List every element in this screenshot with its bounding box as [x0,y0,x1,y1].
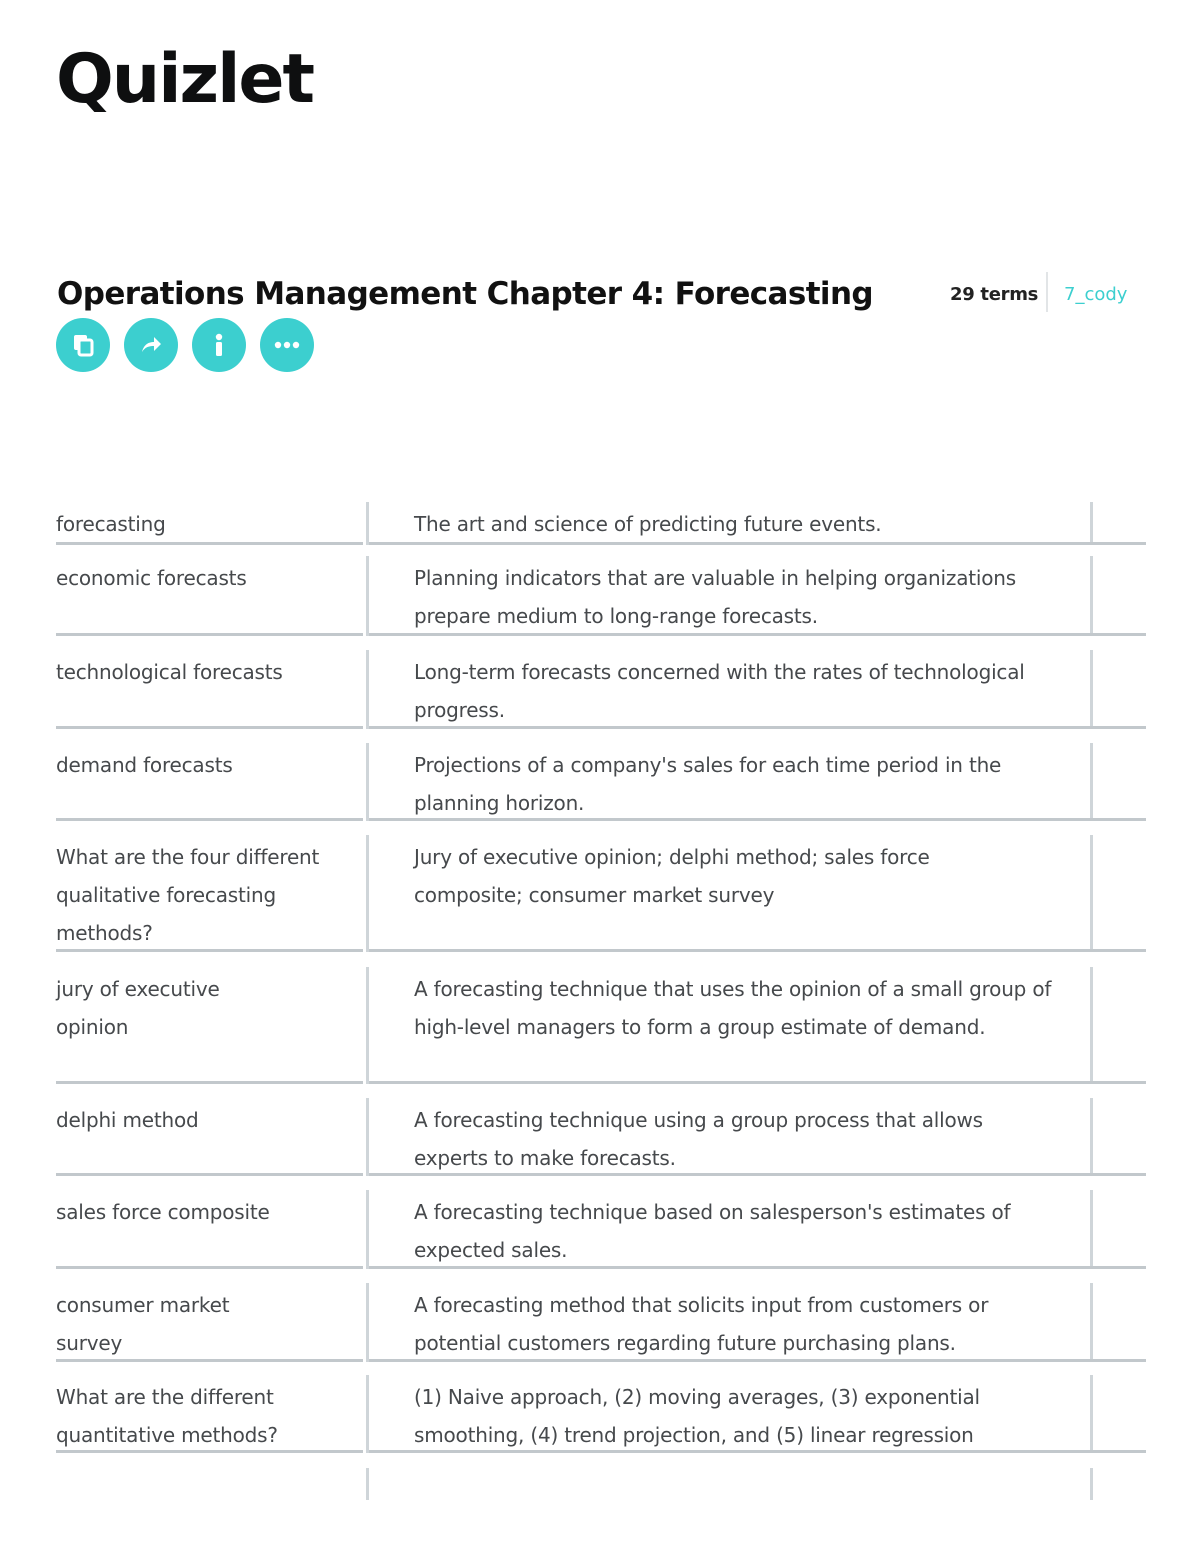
row-divider [369,633,1146,636]
column-divider [1090,502,1093,545]
row-divider [369,1081,1146,1084]
column-divider [1090,1375,1093,1453]
card-list [56,502,1146,545]
card-definition: The art and science of predicting future events. [414,512,882,536]
column-divider [366,556,369,636]
card-term: jury of executive opinion [56,977,220,1039]
row-divider [56,633,363,636]
column-divider [366,1098,369,1176]
row-divider [56,949,363,952]
card-definition: Jury of executive opinion; delphi method; sales force composite; consumer market survey [414,845,930,907]
row-divider [56,1081,363,1084]
card-term: delphi method [56,1108,199,1132]
column-divider [366,650,369,729]
copy-button[interactable] [56,318,110,372]
more-button[interactable] [260,318,314,372]
card-definition: Planning indicators that are valuable in helping organizations prepare medium to long-range forecasts. [414,566,1016,628]
column-divider [366,835,369,952]
card-term: demand forecasts [56,753,233,777]
card-term: What are the four different qualitative forecasting methods? [56,845,320,945]
column-divider [366,502,369,545]
card-definition: A forecasting technique using a group process that allows experts to make forecasts. [414,1108,983,1170]
row-divider [369,1359,1146,1362]
card-definition: Long-term forecasts concerned with the rates of technological progress. [414,660,1025,722]
card-definition: A forecasting technique based on salesperson's estimates of expected sales. [414,1200,1011,1262]
column-divider [366,1190,369,1269]
more-icon [273,340,301,350]
row-divider [56,542,363,545]
row-divider [369,726,1146,729]
card-row [56,502,1146,545]
column-divider [366,743,369,821]
column-divider [366,1283,369,1362]
row-divider [369,818,1146,821]
column-divider [1090,967,1093,1084]
card-definition: A forecasting technique that uses the opinion of a small group of high-level managers to form a group estimate of demand. [414,977,1052,1039]
card-term: forecasting [56,512,166,536]
row-divider [369,542,1146,545]
row-divider [56,726,363,729]
author-link[interactable]: 7_cody [1064,284,1128,305]
row-divider [56,1450,363,1453]
column-divider [366,967,369,1084]
column-divider [1090,743,1093,821]
row-divider [56,1359,363,1362]
row-divider [369,1450,1146,1453]
info-button[interactable] [192,318,246,372]
share-button[interactable] [124,318,178,372]
quizlet-logo[interactable]: Quizlet [56,40,314,119]
row-divider [56,818,363,821]
copy-icon [70,332,96,358]
card-definition: Projections of a company's sales for each time period in the planning horizon. [414,753,1002,815]
column-divider [1090,1468,1093,1500]
terms-count: 29 terms [950,284,1039,305]
share-icon [137,331,165,359]
card-term: What are the different quantitative methods? [56,1385,278,1447]
column-divider [1090,1098,1093,1176]
column-divider [1090,1190,1093,1269]
column-divider [1090,556,1093,636]
action-bar [56,318,314,372]
card-term: technological forecasts [56,660,283,684]
row-divider [369,1173,1146,1176]
meta-divider [1046,272,1048,312]
row-divider [369,949,1146,952]
column-divider [1090,650,1093,729]
card-definition: A forecasting method that solicits input from customers or potential customers regarding future purchasing plans. [414,1293,989,1355]
info-icon [206,331,232,359]
column-divider [366,1375,369,1453]
card-term: consumer market survey [56,1293,230,1355]
row-divider [56,1173,363,1176]
card-term: sales force composite [56,1200,270,1224]
row-divider [56,1266,363,1269]
page-title: Operations Management Chapter 4: Forecasting [57,276,874,312]
card-term: economic forecasts [56,566,247,590]
column-divider [1090,835,1093,952]
column-divider [1090,1283,1093,1362]
column-divider [366,1468,369,1500]
card-definition: (1) Naive approach, (2) moving averages, (3) exponential smoothing, (4) trend projection, and (5) linear regression [414,1385,980,1447]
row-divider [369,1266,1146,1269]
